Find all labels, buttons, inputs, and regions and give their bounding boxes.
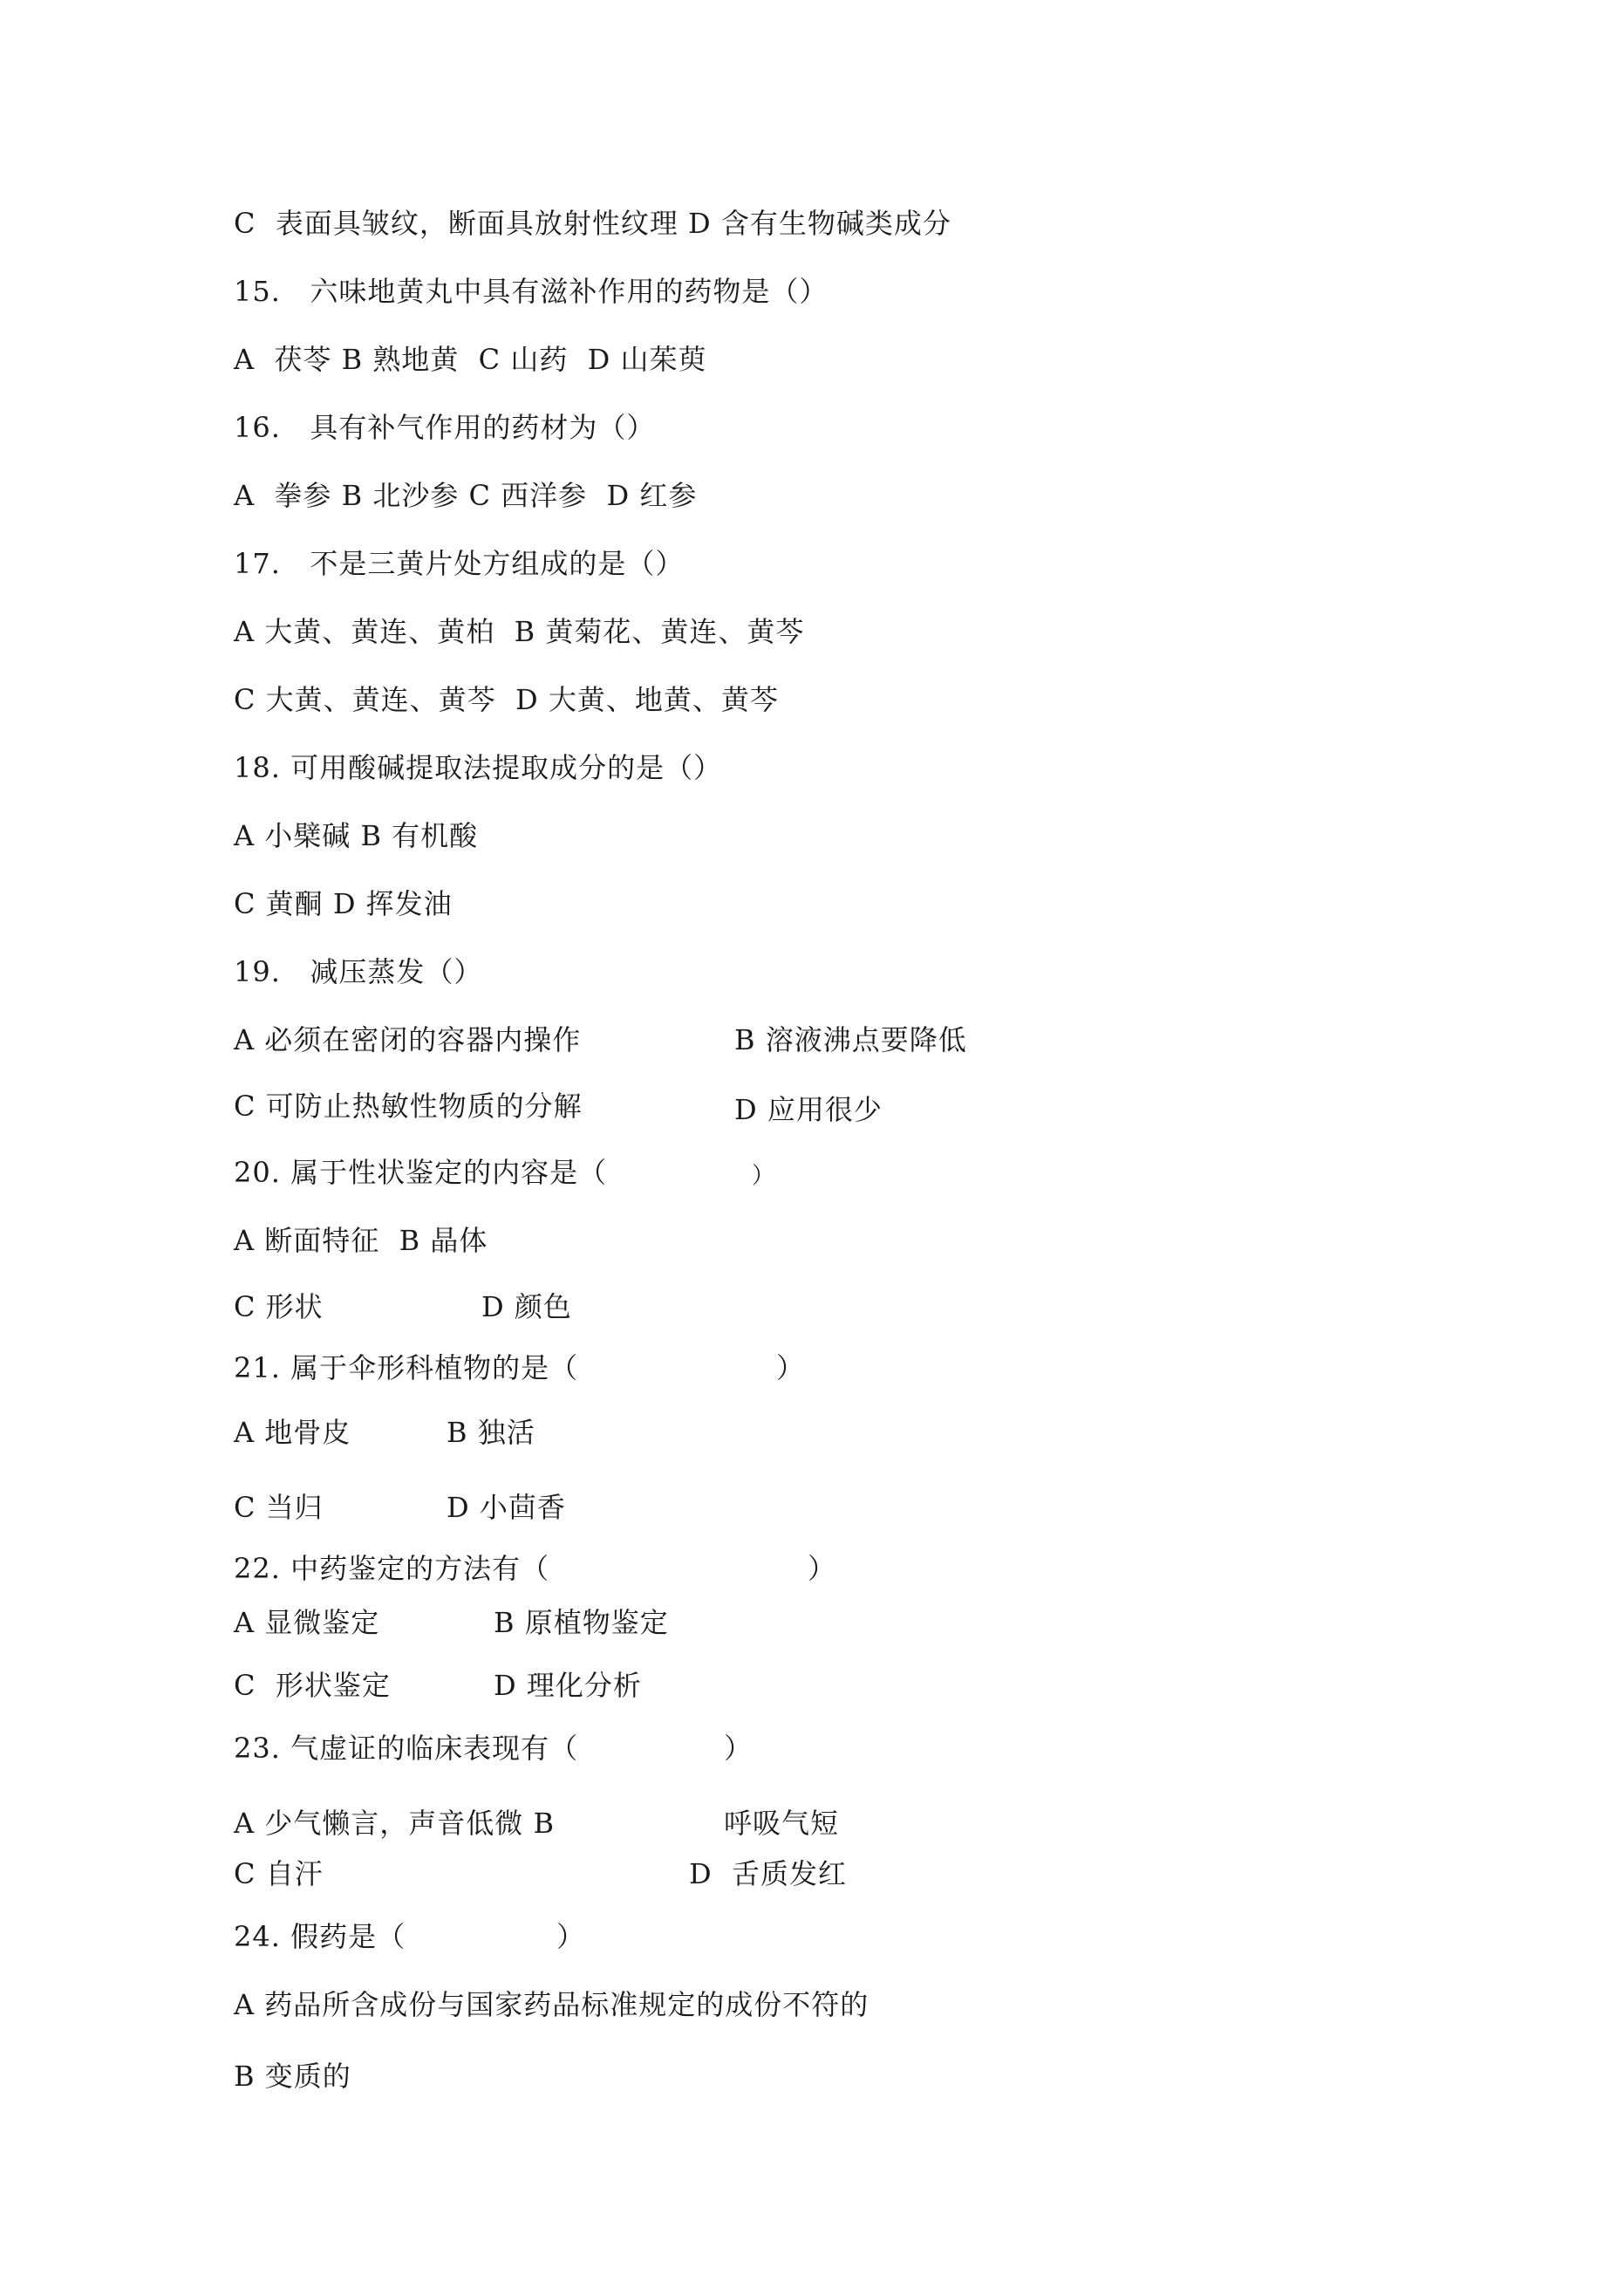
q21-question: 21. 属于伞形科植物的是（ [234,1351,579,1384]
q23-option-d: D 舌质发红 [689,1857,848,1890]
q22-option-c: C 形状鉴定 [234,1669,391,1702]
q15-options: A 茯苓 B 熟地黄 C 山药 D 山茱萸 [234,343,707,376]
q18-options-cd: C 黄酮 D 挥发油 [234,887,453,920]
q22-question: 22. 中药鉴定的方法有（ [234,1552,550,1585]
q19-option-a: A 必须在密闭的容器内操作 [234,1023,582,1056]
q19-option-b: B 溶液沸点要降低 [734,1023,967,1056]
q24-option-b: B 变质的 [234,2060,351,2093]
q24-question-close: ） [556,1920,586,1953]
q20-question: 20. 属于性状鉴定的内容是（ [234,1156,608,1189]
q19-option-c: C 可防止热敏性物质的分解 [234,1090,583,1123]
q22-option-a: A 显微鉴定 [234,1606,380,1639]
q23-option-b: 呼吸气短 [724,1807,840,1840]
q20-option-c: C 形状 [234,1290,324,1323]
q17-options-ab: A 大黄、黄连、黄柏 B 黄菊花、黄连、黄芩 [234,615,805,648]
q19-option-d: D 应用很少 [734,1093,883,1126]
q21-option-a: A 地骨皮 [234,1416,351,1449]
q21-option-d: D 小茴香 [447,1491,566,1524]
q23-question-close: ） [724,1732,754,1765]
q21-option-c: C 当归 [234,1491,324,1524]
q17-options-cd: C 大黄、黄连、黄芩 D 大黄、地黄、黄芩 [234,683,779,716]
q23-option-a: A 少气懒言，声音低微 B [234,1807,555,1840]
q14-options-cd: C 表面具皱纹，断面具放射性纹理 D 含有生物碱类成分 [234,207,951,240]
q21-question-close: ） [776,1351,806,1384]
q23-question: 23. 气虚证的临床表现有（ [234,1732,579,1765]
q20-options-ab: A 断面特征 B 晶体 [234,1224,488,1257]
q18-options-ab: A 小檗碱 B 有机酸 [234,819,479,852]
q24-question: 24. 假药是（ [234,1920,406,1953]
q20-question-close: ） [752,1163,776,1189]
q22-option-b: B 原植物鉴定 [494,1606,669,1639]
q15-question: 15. 六味地黄丸中具有滋补作用的药物是（） [234,275,829,308]
q20-option-d: D 颜色 [481,1290,572,1323]
q16-options: A 拳参 B 北沙参 C 西洋参 D 红参 [234,479,698,512]
q22-question-close: ） [808,1552,837,1585]
q18-question: 18. 可用酸碱提取法提取成分的是（） [234,751,723,784]
q21-option-b: B 独活 [447,1416,535,1449]
q22-option-d: D 理化分析 [494,1669,642,1702]
q16-question: 16. 具有补气作用的药材为（） [234,411,656,444]
q17-question: 17. 不是三黄片处方组成的是（） [234,547,685,580]
q23-option-c: C 自汗 [234,1857,324,1890]
q24-option-a: A 药品所含成份与国家药品标准规定的成份不符的 [234,1988,869,2021]
q19-question: 19. 减压蒸发（） [234,955,483,988]
